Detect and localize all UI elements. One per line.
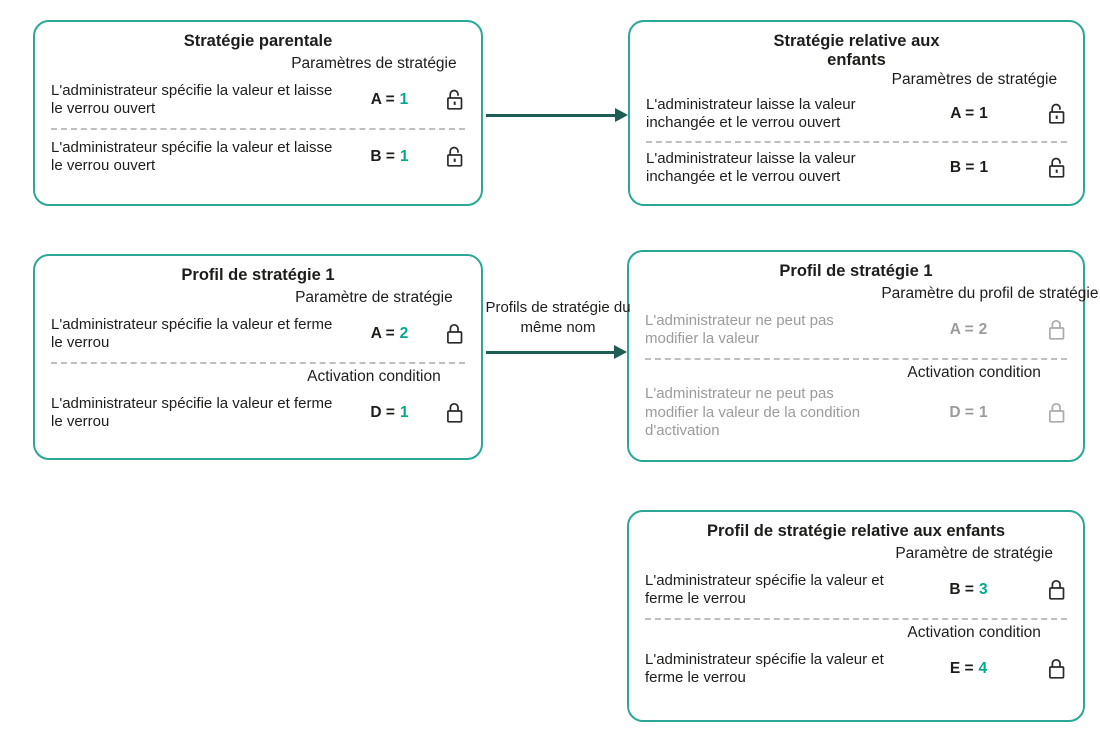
setting-row [51,133,465,180]
setting-number: 4 [978,659,988,677]
box-child-policy-profile [627,510,1085,722]
arrow-head [614,345,627,359]
section-label: Paramètre de stratégie [295,289,453,307]
setting-row [51,389,465,436]
setting-variable: A = [949,320,974,338]
open-lock-icon [1046,101,1067,127]
section-label: Paramètres de stratégie [891,70,1058,88]
setting-variable: D = [370,403,395,421]
section-label: Activation condition [907,624,1041,642]
setting-row [646,146,1067,190]
setting-variable: B = [949,580,974,598]
box-title: Profil de stratégie 1 [181,266,335,284]
setting-number: 1 [979,158,989,176]
box-child-policy [628,20,1085,206]
dashed-divider [646,141,1067,143]
setting-number: 3 [978,580,988,598]
section-label: Activation condition [907,364,1041,382]
setting-value [370,404,408,422]
setting-description: L'administrateur spécifie la valeur et ferme le verrou [645,650,884,686]
section-label: Paramètre du profil de stratégie [881,285,1099,303]
setting-row [645,306,1067,353]
closed-lock-icon [1046,656,1067,682]
open-lock-icon [1046,155,1067,181]
inheritance-arrow [486,108,628,122]
section-label: Paramètres de stratégie [291,55,457,73]
setting-description: L'administrateur laisse la valeur inchangée et le verrou ouvert [646,149,856,185]
setting-value [949,581,987,599]
closed-lock-icon [1046,577,1067,603]
box-parent-policy [33,20,483,206]
dashed-divider [645,358,1067,360]
setting-value [949,404,987,422]
closed-lock-icon [444,400,465,426]
closed-lock-icon [444,321,465,347]
closed-lock-icon [1046,317,1067,343]
setting-value [950,660,987,678]
setting-description: L'administrateur ne peut pas modifier la valeur [645,311,834,347]
setting-row [646,92,1067,136]
box-title: Stratégie parentale [183,32,333,50]
setting-value [370,148,408,166]
section-label: Activation condition [307,368,441,386]
closed-lock-icon [1046,400,1067,426]
setting-variable: D = [949,404,974,422]
setting-description: L'administrateur spécifie la valeur et ferme le verrou [51,394,333,430]
box-title: Profil de stratégie 1 [779,262,933,280]
dashed-divider [51,128,465,130]
setting-description: L'administrateur laisse la valeur inchangée et le verrou ouvert [646,95,856,131]
setting-description: L'administrateur spécifie la valeur et ferme le verrou [51,315,333,351]
setting-variable: A = [950,104,975,122]
arrow-head [615,108,628,122]
setting-number: 2 [399,324,409,342]
setting-value [371,325,409,343]
setting-number: 1 [979,104,988,122]
setting-description: L'administrateur ne peut pas modifier la valeur de la condition d'activation [645,385,861,440]
setting-value [371,91,409,109]
open-lock-icon [444,87,465,113]
setting-description: L'administrateur spécifie la valeur et ferme le verrou [645,571,884,607]
box-title: Stratégie relative aux enfants [773,32,940,70]
section-label: Paramètre de stratégie [895,545,1053,563]
setting-number: 1 [399,147,409,165]
setting-number: 1 [399,90,409,108]
setting-number: 1 [399,403,409,421]
setting-variable: B = [949,158,975,176]
setting-variable: A = [370,90,395,108]
setting-variable: B = [370,147,395,165]
setting-row [645,645,1067,692]
setting-variable: E = [949,659,974,677]
setting-number: 2 [978,320,988,338]
setting-row [645,385,1067,440]
open-lock-icon [444,144,465,170]
profiles-arrow [486,345,627,359]
box-policy-profile-1-child [627,250,1099,462]
arrow-label: Profils de stratégie du même nom [485,299,631,336]
box-policy-profile-1 [33,254,483,460]
setting-value [950,159,988,177]
setting-row [645,566,1067,613]
setting-row [51,76,465,123]
setting-number: 1 [978,404,988,422]
box-title: Profil de stratégie relative aux enfants [706,522,1006,540]
setting-row [51,310,465,357]
dashed-divider [645,618,1067,620]
setting-description: L'administrateur spécifie la valeur et laisse le verrou ouvert [51,138,333,174]
setting-variable: A = [370,324,395,342]
setting-value [950,321,988,339]
setting-value [950,105,988,123]
arrow-shaft [486,114,615,117]
arrow-shaft [486,351,614,354]
setting-description: L'administrateur spécifie la valeur et laisse le verrou ouvert [51,81,333,117]
dashed-divider [51,362,465,364]
